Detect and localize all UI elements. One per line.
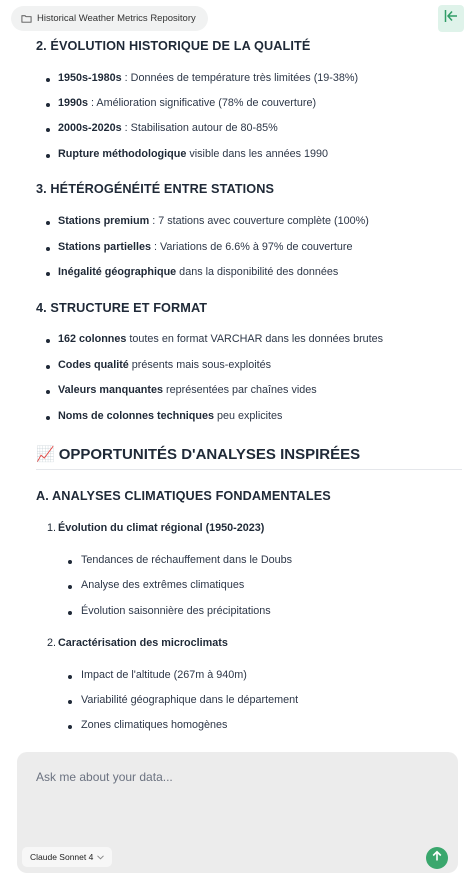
list-item: Variabilité géographique dans le département bbox=[81, 694, 299, 706]
panel-collapse-icon bbox=[443, 8, 459, 29]
bullet bbox=[46, 103, 50, 107]
list-number: 1. bbox=[47, 522, 57, 534]
opportunities-title: OPPORTUNITÉS D'ANALYSES INSPIRÉES bbox=[58, 445, 361, 463]
section-heading: 3. HÉTÉROGÉNÉITÉ ENTRE STATIONS bbox=[36, 182, 275, 196]
list-item: Inégalité géographique dans la disponibilité des données bbox=[58, 266, 339, 278]
opportunities-heading bbox=[36, 445, 360, 463]
bullet bbox=[46, 221, 50, 225]
bullet bbox=[68, 700, 72, 704]
model-name: Claude Sonnet 4 bbox=[30, 852, 94, 862]
bullet bbox=[46, 390, 50, 394]
bullet bbox=[68, 725, 72, 729]
list-item: Codes qualité présents mais sous-exploités bbox=[58, 359, 272, 371]
list-item: 162 colonnes toutes en format VARCHAR dans les données brutes bbox=[58, 333, 384, 345]
list-item: Stations premium : 7 stations avec couverture complète (100%) bbox=[58, 215, 369, 227]
list-item: 1990s : Amélioration significative (78% de couverture) bbox=[58, 97, 317, 109]
bullet bbox=[46, 339, 50, 343]
list-item: Valeurs manquantes représentées par chaînes vides bbox=[58, 384, 317, 396]
top-bar bbox=[0, 0, 467, 38]
chat-composer[interactable] bbox=[17, 752, 458, 873]
bullet bbox=[46, 365, 50, 369]
bullet bbox=[68, 585, 72, 589]
numbered-item-label: Caractérisation des microclimats bbox=[58, 637, 228, 649]
bullet bbox=[68, 611, 72, 615]
list-item: Évolution saisonnière des précipitations bbox=[81, 605, 271, 617]
list-number: 2. bbox=[47, 637, 57, 649]
list-item: Impact de l'altitude (267m à 940m) bbox=[81, 669, 247, 681]
repository-name: Historical Weather Metrics Repository bbox=[37, 13, 196, 24]
bullet bbox=[46, 272, 50, 276]
bullet bbox=[46, 128, 50, 132]
section-heading: 2. ÉVOLUTION HISTORIQUE DE LA QUALITÉ bbox=[36, 39, 311, 53]
arrow-up-icon bbox=[431, 849, 443, 867]
section-heading: 4. STRUCTURE ET FORMAT bbox=[36, 301, 208, 315]
send-button[interactable] bbox=[426, 847, 448, 869]
chart-increasing-icon: 📈 bbox=[36, 446, 55, 463]
collapse-panel-button[interactable] bbox=[438, 5, 464, 32]
divider bbox=[36, 469, 462, 470]
section-heading: A. ANALYSES CLIMATIQUES FONDAMENTALES bbox=[36, 489, 331, 503]
list-item: Noms de colonnes techniques peu explicites bbox=[58, 410, 283, 422]
repository-chip[interactable] bbox=[11, 6, 208, 31]
bullet bbox=[46, 154, 50, 158]
list-item: 1950s-1980s : Données de température très limitées (19-38%) bbox=[58, 72, 359, 84]
chevron-down-icon bbox=[97, 852, 104, 862]
list-item: Rupture méthodologique visible dans les années 1990 bbox=[58, 148, 329, 160]
list-item: Stations partielles : Variations de 6.6% à 97% de couverture bbox=[58, 241, 353, 253]
chat-input-placeholder[interactable]: Ask me about your data... bbox=[36, 770, 173, 784]
list-item: Tendances de réchauffement dans le Doubs bbox=[81, 554, 293, 566]
bullet bbox=[46, 78, 50, 82]
list-item: 2000s-2020s : Stabilisation autour de 80-85% bbox=[58, 122, 278, 134]
list-item: Analyse des extrêmes climatiques bbox=[81, 579, 245, 591]
bullet bbox=[68, 675, 72, 679]
list-item: Zones climatiques homogènes bbox=[81, 719, 228, 731]
bullet bbox=[68, 560, 72, 564]
folder-icon bbox=[21, 13, 32, 24]
numbered-item-label: Évolution du climat régional (1950-2023) bbox=[58, 522, 265, 534]
model-selector[interactable] bbox=[22, 847, 112, 867]
bullet bbox=[46, 416, 50, 420]
bullet bbox=[46, 247, 50, 251]
